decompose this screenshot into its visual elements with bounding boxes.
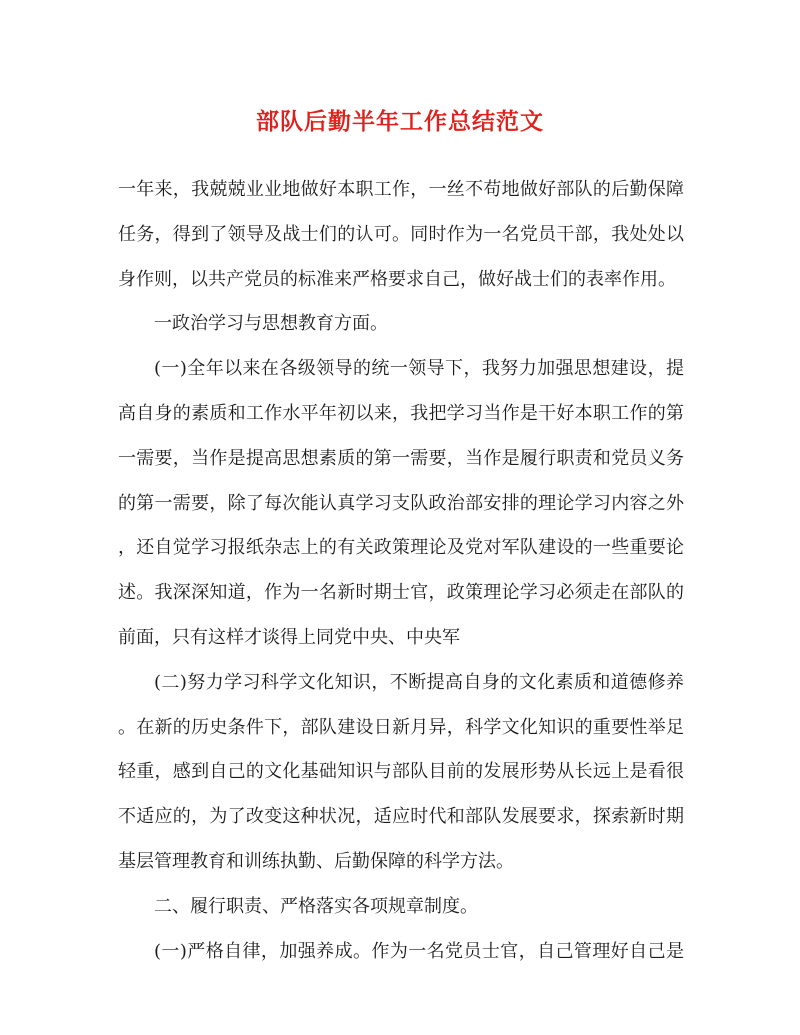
paragraph-line: 的第一需要，除了每次能认真学习支队政治部安排的理论学习内容之外 bbox=[118, 492, 684, 514]
paragraph-line: 述。我深深知道，作为一名新时期士官，政策理论学习必须走在部队的 bbox=[118, 582, 684, 604]
paragraph-line: 轻重，感到自己的文化基础知识与部队目前的发展形势从长远上是看很 bbox=[118, 761, 684, 783]
paragraph-line: 任务，得到了领导及战士们的认可。同时作为一名党员干部，我处处以 bbox=[118, 223, 684, 245]
paragraph-line: 一年来，我兢兢业业地做好本职工作，一丝不苟地做好部队的后勤保障 bbox=[118, 179, 684, 200]
document-title: 部队后勤半年工作总结范文 bbox=[256, 108, 544, 135]
document-body bbox=[118, 178, 684, 984]
paragraph-line: 基层管理教育和训练执勤、后勤保障的科学方法。 bbox=[118, 850, 514, 872]
paragraph-line: 。在新的历史条件下，部队建设日新月异，科学文化知识的重要性举足 bbox=[118, 716, 684, 738]
section-heading: 二、履行职责、严格落实各项规章制度。 bbox=[154, 895, 478, 917]
paragraph-line: (二)努力学习科学文化知识，不断提高自身的文化素质和道德修养 bbox=[154, 671, 684, 693]
paragraph-line: 高自身的素质和工作水平年初以来，我把学习当作是干好本职工作的第 bbox=[118, 402, 684, 424]
paragraph-line: 身作则，以共产党员的标准来严格要求自己，做好战士们的表率作用。 bbox=[118, 268, 676, 290]
paragraph-line: 前面，只有这样才谈得上同党中央、中央军 bbox=[118, 626, 460, 648]
paragraph-line: ，还自觉学习报纸杂志上的有关政策理论及党对军队建设的一些重要论 bbox=[118, 537, 684, 559]
paragraph-line: 不适应的，为了改变这种状况，适应时代和部队发展要求，探索新时期 bbox=[118, 806, 684, 828]
paragraph-line: (一)全年以来在各级领导的统一领导下，我努力加强思想建设，提 bbox=[154, 358, 684, 380]
paragraph-line: 一需要，当作是提高思想素质的第一需要，当作是履行职责和党员义务 bbox=[118, 447, 684, 469]
section-heading: 一政治学习与思想教育方面。 bbox=[154, 313, 388, 335]
paragraph-line: (一)严格自律，加强养成。作为一名党员士官，自己管理好自己是 bbox=[154, 940, 684, 962]
